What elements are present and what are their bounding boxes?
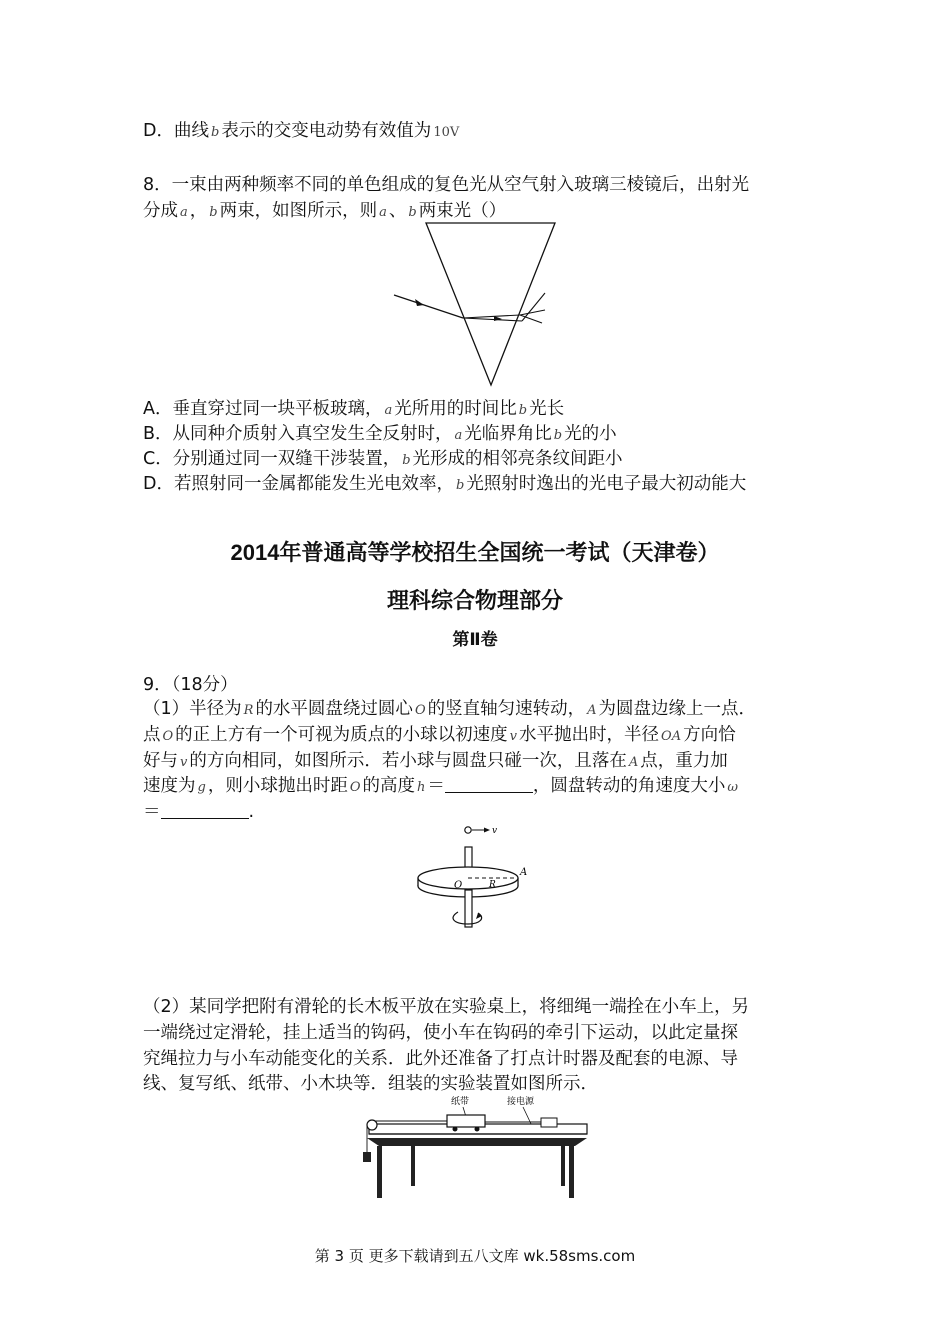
exam-title: 2014年普通高等学校招生全国统一考试（天津卷） [230,540,720,565]
text: 光的小 [564,424,617,444]
text: ，圆盘转动的角速度大小 [532,776,726,796]
text: 为圆盘边缘上一点． [598,699,756,719]
text: ， [189,201,208,221]
text: 光照射时逸出的光电子最大初动能大 [466,474,747,494]
exit-ray-b [520,310,545,315]
variable: b [408,205,417,220]
text: 点 [143,725,161,745]
q9-part1-line-1 [143,696,756,724]
variable: h [417,780,426,795]
value: 10V [433,125,460,140]
axle-bottom [465,890,472,927]
text: 好与 [143,751,178,771]
variable: O [349,780,361,795]
variable: a [454,428,463,443]
text: 的正上方有一个可视为质点的小球以初速度 [175,725,508,745]
label-a: A [520,867,528,878]
hook-weight [363,1152,371,1162]
section-subtitle: 理科综合物理部分 [386,588,563,613]
answer-blank-omega[interactable] [161,800,249,819]
variable: b [402,453,411,468]
text: ＝ [427,776,445,796]
cart-wheel-left [453,1127,458,1132]
cart [447,1115,485,1127]
variable: g [197,780,206,795]
q8-option-a [143,396,564,424]
variable: a [180,205,188,220]
text: 光长 [529,399,565,419]
text: 光形成的相邻亮条纹间距小 [412,449,623,469]
q9-part2-line-4: 线、复写纸、纸带、小木块等．组装的实验装置如图所示． [143,1074,598,1094]
text: 点，重力加 [640,751,728,771]
refracted-ray-2 [463,315,520,318]
q9-part2-line-2: 一端绕过定滑轮，挂上适当的钩码，使小车在钩码的牵引下运动，以此定量探 [143,1023,738,1043]
text: 光所用的时间比 [394,399,517,419]
apparatus-figure [355,1094,595,1200]
table-leg-right-back [561,1146,565,1186]
table-leg-right [569,1146,574,1198]
variable: v [509,729,518,744]
text: （1）半径为 [143,699,242,719]
variable: O [162,729,174,744]
text: 的水平圆盘绕过圆心 [255,699,413,719]
variable: v [180,755,188,770]
text: 两束光（） [418,201,507,221]
text: A．垂直穿过同一块平板玻璃， [143,399,383,419]
variable: a [379,205,387,220]
variable: ω [727,780,738,795]
variable: b [518,403,528,418]
prism-figure [390,220,560,390]
variable: b [455,478,465,493]
text: . [248,802,255,822]
variable: a [384,403,393,418]
q9-part1-line-2 [143,722,736,750]
table-top [367,1138,587,1146]
q9-part1-line-5 [143,799,254,825]
text: 分成 [143,201,178,221]
text: 方向恰 [683,725,736,745]
text: 水平抛出时，半径 [519,725,660,745]
q8-option-b [143,421,617,449]
timer [541,1118,557,1127]
volume-label: 第Ⅱ卷 [452,630,498,649]
table-leg-left-back [411,1146,415,1186]
variable: A [587,703,597,718]
label-r: R [489,880,496,890]
rotating-disk-figure [410,820,540,940]
q9-header: 9．（18分） [143,675,238,695]
text: 的方向相同，如图所示．若小球与圆盘只碰一次，且落在 [189,751,627,771]
text: 光临界角比 [464,424,552,444]
text: 两束，如图所示，则 [219,201,378,221]
label-tape: 纸带 [451,1097,470,1107]
text: D．若照射同一金属都能发生光电效率， [143,474,454,494]
q9-part2-line-3: 究绳拉力与小车动能变化的关系．此外还准备了打点计时器及配套的电源、导 [143,1049,738,1069]
velocity-arrowhead [484,828,490,833]
option-text: D．曲线 [143,121,209,141]
variable: R [243,703,254,718]
text: 、 [388,201,407,221]
label-power: 接电源 [507,1097,535,1107]
variable: OA [661,729,682,744]
incident-arrow [415,299,424,306]
incident-ray [394,295,463,318]
page-footer: 第 3 页 更多下载请到五八文库 wk.58sms.com [314,1247,636,1265]
q7-option-d [143,118,461,146]
label-o: O [454,880,463,891]
refracted-ray-1 [463,318,522,321]
q9-part1-line-4 [143,773,740,801]
cart-wheel-right [475,1127,480,1132]
text: 速度为 [143,776,196,796]
table-leg-left [377,1146,382,1198]
option-text: 表示的交变电动势有效值为 [221,121,432,141]
variable: b [553,428,563,443]
q8-stem-line-1: 8．一束由两种频率不同的单色组成的复色光从空气射入玻璃三棱镜后，出射光 [143,175,750,195]
text: C．分别通过同一双缝干涉装置， [143,449,401,469]
q9-part1-line-3 [143,748,728,776]
variable: b [209,205,218,220]
variable: O [414,703,426,718]
text: B．从同种介质射入真空发生全反射时， [143,424,453,444]
pulley [367,1120,377,1130]
text: 的竖直轴匀速转动， [427,699,586,719]
text: ，则小球抛出时距 [207,776,348,796]
q8-option-d [143,471,746,499]
text: ＝ [143,802,161,822]
q9-part2-line-1: （2）某同学把附有滑轮的长木板平放在实验桌上，将细绳一端拴在小车上，另 [143,997,750,1017]
answer-blank-height[interactable] [445,774,533,793]
ball [465,827,471,833]
label-v: v [492,826,498,836]
text: 的高度 [362,776,415,796]
q8-option-c [143,446,623,474]
variable: A [628,755,639,770]
variable: b [210,125,220,140]
